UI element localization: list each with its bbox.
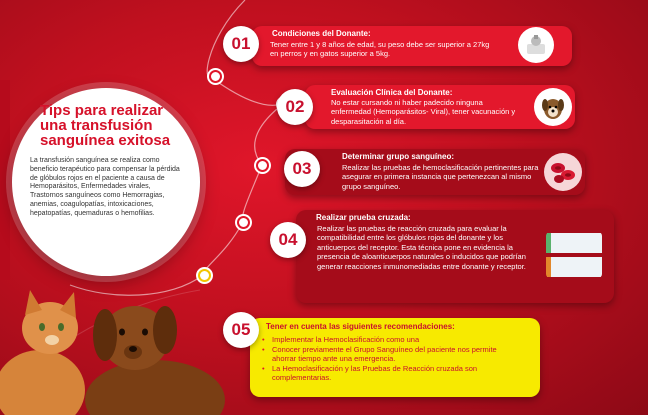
step-text-01: Tener entre 1 y 8 años de edad, su peso debe ser superior a 27kg en perros y en gatos superior a 5kg. — [270, 40, 490, 59]
step-title-03: Determinar grupo sanguíneo: — [342, 152, 455, 161]
recommendation-item: • Implementar la Hemoclasificación como una — [262, 335, 510, 344]
test-kit-box-1 — [546, 233, 602, 253]
step-title-05: Tener en cuenta las siguientes recomendaciones: — [266, 322, 455, 331]
intro-text: La transfusión sanguínea se realiza como beneficio terapéutico para compensar la pérdida de glóbulos rojos en el paciente a causa de Hemoparásitos, Enfermedades virales, Trastornos sanguíneos como Hemorragias, anemias, coagulopatías, intoxicaciones, hepatopatías, quemaduras o hemofilias. — [30, 157, 180, 217]
step-text-02: No estar cursando ni haber padecido ninguna enfermedad (Hemoparásitos- Viral), tener vacunación y desparasitación al día. — [331, 98, 516, 126]
scale-icon — [518, 27, 554, 63]
step-title-01: Condiciones del Donante: — [272, 29, 371, 38]
step-text-04: Realizar las pruebas de reacción cruzada para evaluar la compatibilidad entre los glóbulos rojos del donante y los anticuerpos del receptor. Esta técnica pone en evidencia la presencia de aloanticuerpos naturales o inducidos que podrían generar reacciones inmunomediadas entre donante y receptor. — [317, 224, 526, 271]
step-number-01: 01 — [223, 26, 259, 62]
step-number-02: 02 — [277, 89, 313, 125]
connector-dot-01 — [209, 70, 222, 83]
connector-dot-03 — [256, 159, 269, 172]
recommendation-item: • La Hemoclasificación y las Pruebas de Reacción cruzada son complementarias. — [262, 364, 510, 382]
page-title: Tips para realizar una transfusión sanguínea exitosa — [40, 102, 171, 149]
cat-and-dog-illustration — [0, 280, 240, 415]
step-title-04: Realizar prueba cruzada: — [316, 213, 411, 222]
blood-cells-icon — [544, 153, 582, 191]
left-accent-strip — [0, 80, 10, 280]
test-kit-box-2 — [546, 257, 602, 277]
step-title-02: Evaluación Clínica del Donante: — [331, 88, 453, 97]
step-number-05: 05 — [223, 312, 259, 348]
step-number-04: 04 — [270, 222, 306, 258]
step-text-03: Realizar las pruebas de hemoclasificación pertinentes para asegurar en primera instancia que pertenezcan al mismo grupo sanguíneo. — [342, 163, 539, 191]
step-card-05 — [250, 318, 540, 397]
test-kit-icon — [546, 232, 602, 278]
connector-dot-04 — [237, 216, 250, 229]
recommendations-list — [262, 335, 510, 383]
step-card-03 — [285, 149, 585, 195]
step-number-03: 03 — [284, 151, 320, 187]
recommendation-item: • Conocer previamente el Grupo Sanguíneo del paciente nos permite ahorrar tiempo ante una emergencia. — [262, 345, 510, 363]
dog-icon — [534, 88, 572, 126]
